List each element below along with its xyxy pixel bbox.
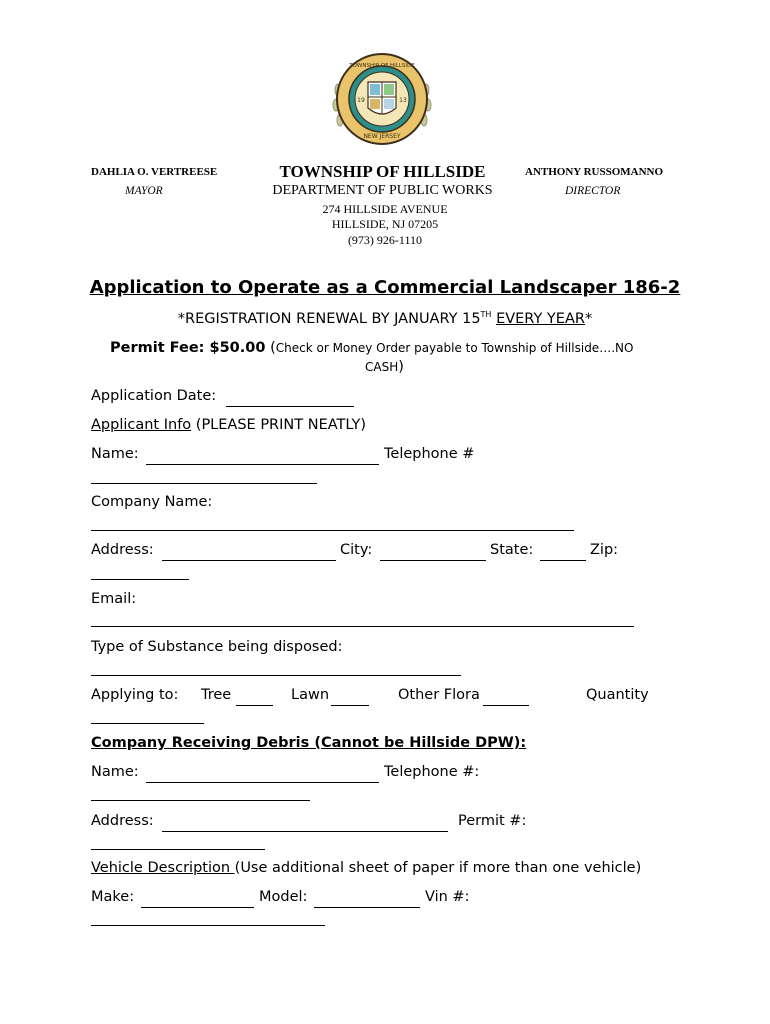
- fee-paren-close: ): [398, 359, 404, 375]
- seal-top-text: TOWNSHIP OF HILLSIDE: [349, 63, 415, 69]
- state-field[interactable]: [540, 560, 586, 561]
- vehicle-desc-label: Vehicle Description: [91, 860, 235, 876]
- recv-telephone-field[interactable]: [91, 800, 310, 801]
- other-flora-label: Other Flora: [398, 687, 480, 703]
- applicant-info-heading: [91, 417, 366, 433]
- zip-label: Zip:: [590, 542, 619, 558]
- make-label: Make:: [91, 889, 135, 905]
- director-title: DIRECTOR: [565, 185, 621, 197]
- recv-name-field[interactable]: [146, 782, 379, 783]
- email-field[interactable]: [91, 626, 634, 627]
- telephone-label: Telephone #: [384, 446, 475, 462]
- address-label: Address:: [91, 542, 154, 558]
- quantity-field[interactable]: [91, 723, 204, 724]
- quantity-label: Quantity: [586, 687, 649, 703]
- name-field[interactable]: [146, 464, 379, 465]
- city-label: City:: [340, 542, 373, 558]
- fee-label: Permit Fee: $50.00: [110, 340, 266, 356]
- company-name-field[interactable]: [91, 530, 574, 531]
- other-flora-field[interactable]: [483, 705, 529, 706]
- recv-address-field[interactable]: [162, 831, 448, 832]
- renewal-notice: [0, 310, 770, 327]
- permit-fee: [110, 340, 633, 356]
- vehicle-heading: [91, 860, 641, 876]
- seal-bottom-text: NEW JERSEY: [363, 133, 401, 140]
- recv-name-label: Name:: [91, 764, 139, 780]
- permit-label: Permit #:: [458, 813, 527, 829]
- fee-note-line2: [365, 359, 404, 375]
- township-seal: [330, 50, 434, 150]
- city-address: HILLSIDE, NJ 07205: [331, 217, 439, 231]
- address-field[interactable]: [162, 560, 336, 561]
- mayor-name: DAHLIA O. VERTREESE: [91, 166, 218, 178]
- zip-field[interactable]: [91, 579, 189, 580]
- email-label: Email:: [91, 591, 137, 607]
- telephone-field[interactable]: [91, 483, 317, 484]
- phone-number: (973) 926-1110: [347, 233, 423, 247]
- fee-cash: CASH: [365, 360, 399, 374]
- applying-to-label: Applying to:: [91, 687, 179, 703]
- street-address: 274 HILLSIDE AVENUE: [322, 202, 448, 216]
- vin-label: Vin #:: [425, 889, 470, 905]
- tree-field[interactable]: [236, 705, 273, 706]
- seal-year-left: 19: [357, 97, 365, 104]
- model-field[interactable]: [314, 907, 420, 908]
- lawn-label: Lawn: [291, 687, 330, 703]
- fee-paren-open: (: [265, 340, 276, 356]
- director-name: ANTHONY RUSSOMANNO: [525, 166, 664, 178]
- fee-note: Check or Money Order payable to Township of Hillside….NO: [275, 341, 634, 355]
- company-name-label: Company Name:: [91, 494, 213, 510]
- seal-year-right: 13: [399, 97, 407, 104]
- renewal-sup: TH: [480, 310, 492, 319]
- application-date-field[interactable]: [226, 406, 354, 407]
- applicant-info-note: (PLEASE PRINT NEATLY): [191, 417, 367, 433]
- model-label: Model:: [259, 889, 308, 905]
- department-name: DEPARTMENT OF PUBLIC WORKS: [272, 183, 493, 198]
- substance-label: Type of Substance being disposed:: [91, 639, 343, 655]
- name-label: Name:: [91, 446, 139, 462]
- receiving-company-heading: Company Receiving Debris (Cannot be Hillside DPW):: [91, 735, 527, 751]
- renewal-emphasis: EVERY YEAR: [496, 310, 585, 327]
- permit-field[interactable]: [91, 849, 265, 850]
- renewal-text: *REGISTRATION RENEWAL BY JANUARY 15: [177, 310, 481, 327]
- applicant-info-label: Applicant Info: [91, 417, 192, 433]
- recv-address-label: Address:: [91, 813, 154, 829]
- seal-graphic: [330, 50, 434, 150]
- tree-label: Tree: [201, 687, 232, 703]
- form-title: Application to Operate as a Commercial Landscaper 186-2: [89, 277, 681, 298]
- vehicle-note: (Use additional sheet of paper if more than one vehicle): [234, 860, 642, 876]
- make-field[interactable]: [141, 907, 254, 908]
- substance-field[interactable]: [91, 675, 461, 676]
- recv-telephone-label: Telephone #:: [384, 764, 480, 780]
- city-field[interactable]: [380, 560, 486, 561]
- renewal-suffix: *: [584, 310, 593, 327]
- township-name: TOWNSHIP OF HILLSIDE: [279, 162, 486, 181]
- lawn-field[interactable]: [331, 705, 369, 706]
- mayor-title: MAYOR: [125, 185, 163, 197]
- vin-field[interactable]: [91, 925, 325, 926]
- application-date-label: Application Date:: [91, 388, 217, 404]
- state-label: State:: [490, 542, 534, 558]
